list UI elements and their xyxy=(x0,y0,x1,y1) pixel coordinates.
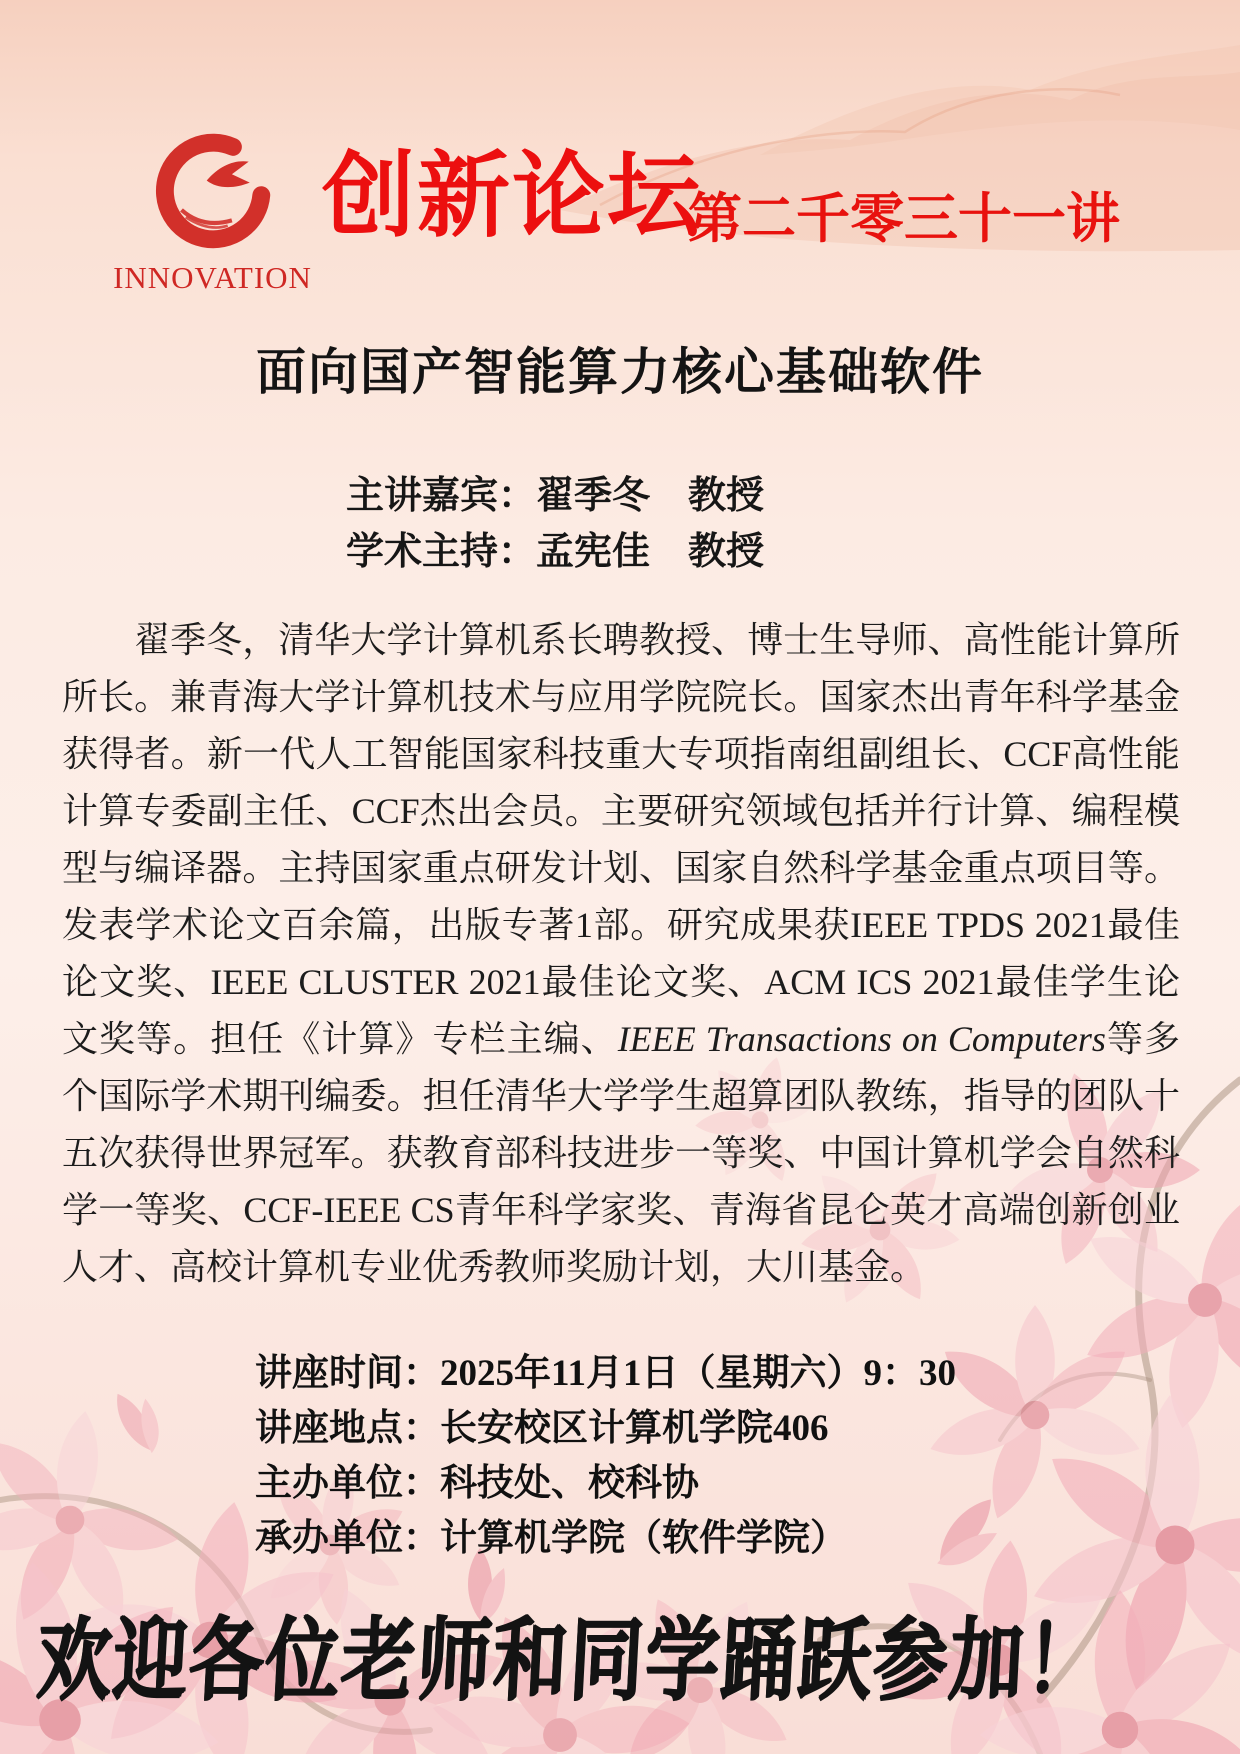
session-number: 第二千零三十一讲 xyxy=(688,189,1120,249)
innovation-swirl-icon xyxy=(150,128,276,254)
guest-lines xyxy=(0,468,1110,580)
detail-coorganizer-label: 承办单位： xyxy=(255,1518,440,1559)
host-title: 教授 xyxy=(688,531,765,573)
innovation-logo xyxy=(105,128,320,296)
speaker-label: 主讲嘉宾： xyxy=(345,475,536,517)
details-list xyxy=(255,1346,956,1566)
detail-time-value: 2025年11月1日（星期六）9：30 xyxy=(440,1353,956,1394)
welcome-message: 欢迎各位老师和同学踊跃参加！ xyxy=(34,1611,1104,1712)
host-name: 孟宪佳 xyxy=(535,531,650,573)
bio-paragraph: 翟季冬，清华大学计算机系长聘教授、博士生导师、高性能计算所所长。兼青海大学计算机技术与应用学院院长。国家杰出青年科学基金获得者。新一代人工智能国家科技重大专项指南组副组长、CCF高性能计算专委副主任、CCF杰出会员。主要研究领域包括并行计算、编程模型与编译器。主持国家重点研发计划、国家自然科学基金重点项目等。发表学术论文百余篇，出版专著1部。研究成果获IEEE TPDS 2021最佳论文奖、IEEE CLUSTER 2021最佳论文奖、ACM ICS 2021最佳学生论文奖等。担任《计算》专栏主编、IEEE Transactions on Computers等多个国际学术期刊编委。担任清华大学学生超算团队教练，指导的团队十五次获得世界冠军。获教育部科技进步一等奖、中国计算机学会自然科学一等奖、CCF-IEEE CS青年科学家奖、青海省昆仑英才高端创新创业人才、高校计算机专业优秀教师奖励计划，大川基金。 xyxy=(62,620,1180,1287)
forum-title: 创新论坛 xyxy=(322,144,702,248)
brand-name: INNOVATION xyxy=(113,260,312,295)
detail-time xyxy=(255,1346,956,1401)
speaker-title: 教授 xyxy=(688,475,765,517)
talk-title: 面向国产智能算力核心基础软件 xyxy=(256,344,984,400)
host-line xyxy=(0,524,1110,580)
detail-time-label: 讲座时间： xyxy=(255,1353,440,1394)
detail-coorganizer-value: 计算机学院（软件学院） xyxy=(440,1518,847,1559)
speaker-name: 翟季冬 xyxy=(535,475,650,517)
detail-organizer-label: 主办单位： xyxy=(255,1463,440,1504)
detail-organizer-value: 科技处、校科协 xyxy=(440,1463,699,1504)
detail-location-value: 长安校区计算机学院406 xyxy=(440,1408,829,1449)
detail-organizer xyxy=(255,1456,956,1511)
detail-location-label: 讲座地点： xyxy=(255,1408,440,1449)
detail-coorganizer xyxy=(255,1511,956,1566)
host-label: 学术主持： xyxy=(345,531,536,573)
detail-location xyxy=(255,1401,956,1456)
speaker-line xyxy=(0,468,1110,524)
